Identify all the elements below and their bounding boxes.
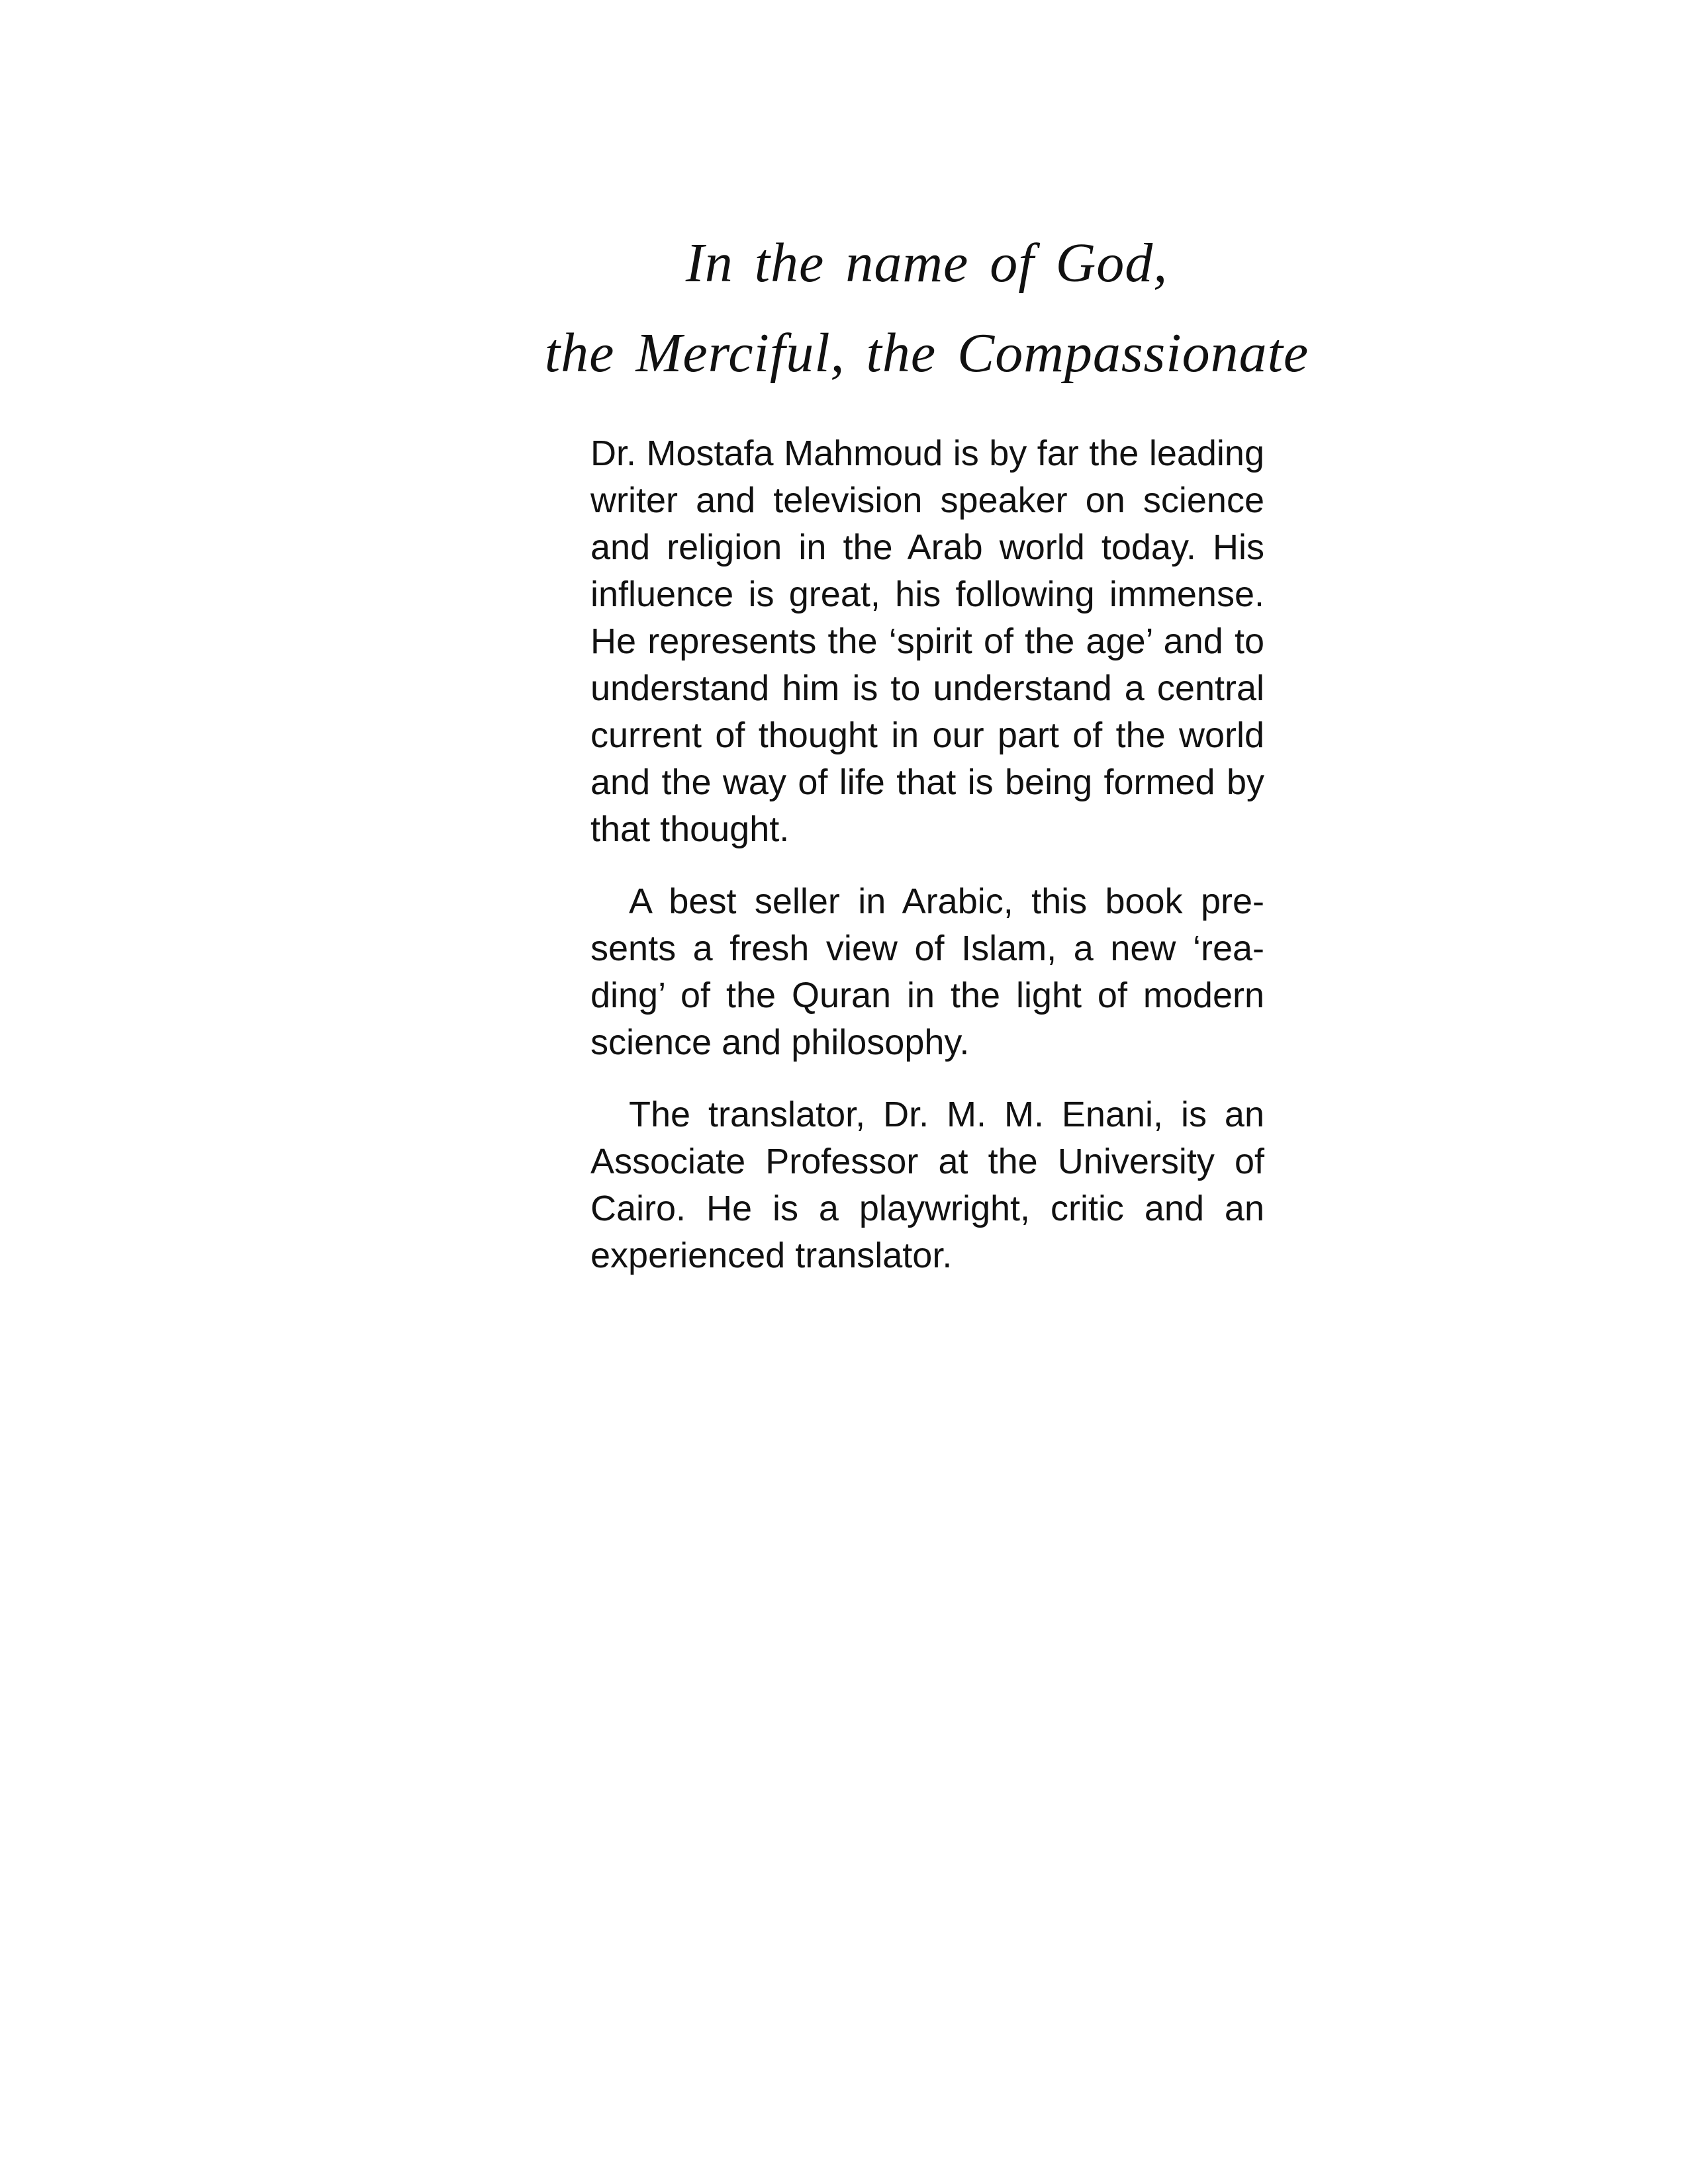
description-body bbox=[590, 430, 1264, 1279]
page-heading bbox=[503, 218, 1350, 398]
paragraph-book-description: A best seller in Arabic, this book presents a fresh view of Islam, a new ‘reading’ of the Quran in the light of modern science and philosophy. bbox=[590, 882, 1264, 1062]
paragraph-translator: The translator, Dr. M. M. Enani, is an Associate Professor at the University of Cairo. He is a playwright, critic and an experienced translator. bbox=[590, 1095, 1264, 1275]
heading-line-2: the Merciful, the Compassionate bbox=[544, 322, 1309, 384]
heading-line-1: In the name of God, bbox=[685, 232, 1168, 294]
paragraph-author-intro: Dr. Mostafa Mahmoud is by far the leading writer and television speaker on science and religion in the Arab world today. His influence is great, his following immense. He represents the ‘spirit of the age’ and to understand him is to understand a central current of thought in our part of the world and the way of life that is being formed by that thought. bbox=[590, 433, 1264, 849]
